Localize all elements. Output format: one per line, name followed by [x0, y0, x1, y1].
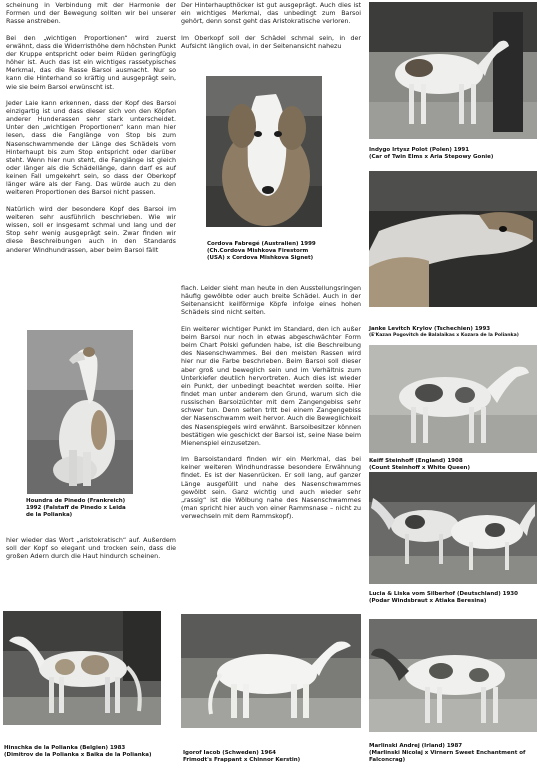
paragraph: Im Oberkopf soll der Schädel schmal sein, in der Aufsicht länglich oval, in der Seitenansicht nahezu — [181, 34, 361, 50]
janke-photo — [369, 171, 537, 307]
paragraph: Jeder Laie kann erkennen, dass der Kopf des Barsoi einzigartig ist und dass dieser sich von den Köpfen anderer Hunderassen sehr stark unterscheidet. Unter den „wichtigen Proportionen“ kann man hier lesen, dass die Fanglänge von Stop bis zum Nasenschwammende der Länge des Schädels vom Hinterhaupt bis zum Stop entspricht oder darüber steht. Wenn hier nun steht, die Fanglänge ist gleich oder länger als die Schädellänge, dann darf es auf keinen Fall umgekehrt sein, so dass der Oberkopf länger wäre als der Fang. Das würde auch zu den weiteren Proportionen des Barsoi nicht passen. — [6, 99, 176, 197]
caption-line: Falconcrag) — [369, 756, 406, 763]
paragraph: flach. Leider sieht man heute in den Ausstellungsringen häufig gewölbte oder auch breite Schädel. Auch in der Seitenansicht keilförmige Köpfe infolge eines hohen Schädels sind nicht selten. — [181, 285, 361, 317]
janke-caption — [369, 326, 537, 340]
indygo-photo — [369, 2, 537, 139]
keiff-caption — [369, 458, 537, 472]
cordova-photo — [206, 76, 322, 227]
caption-line: (Podar Windsbraut x Atiaka Beresina) — [369, 597, 487, 604]
keiff-photo — [369, 345, 537, 453]
caption-line: Houndra de Pinedo (Frankreich) — [26, 498, 126, 504]
caption-line: Cordova Fabregé (Australien) 1999 — [207, 241, 316, 247]
column-2-middle-text — [181, 285, 361, 521]
caption-line: Igorof Iacob (Schweden) 1964 — [183, 750, 276, 756]
hinschka-photo — [3, 611, 161, 725]
caption-line: (Ch.Cordova Mishkova Firestorm — [207, 247, 309, 254]
caption-line: de la Polianka) — [26, 511, 73, 518]
caption-line: (Count Steinhoff x White Queen) — [369, 464, 470, 471]
igorof-caption — [183, 750, 353, 764]
caption-line: Lucia & Liska vom Silberhof (Deutschland) 1930 — [369, 591, 518, 597]
paragraph: hier wieder das Wort „aristokratisch“ auf. Außerdem soll der Kopf so elegant und trocken sein, dass die großen Adern durch die Haut hindurch scheinen. — [6, 537, 176, 561]
caption-line: 1992 (Falstaff de Pinedo x Leida — [26, 504, 126, 511]
paragraph: Bei den „wichtigen Proportionen“ wird zuerst erwähnt, dass die Widerristhöhe dem höchsten Punkt der Kruppe entspricht oder beim Rüden geringfügig höher ist. Auch das ist ein wichtiges rassetypisches Merkmal, das die Rasse Barsoi ausmacht. Nur so kann die Hinterhand so kräftig und ausgeprägt sein, wie sie beim Barsoi erwünscht ist. — [6, 34, 176, 91]
caption-line: Frimodt's Frappant x Chinnor Kerstin) — [183, 756, 301, 763]
paragraph: Natürlich wird der besondere Kopf des Barsoi im weiteren sehr ausführlich beschrieben. Wie wir wissen, soll er insgesamt schmal und lang und der Stop sehr wenig ausgeprägt sein. Zwar finden wir diese Beschreibungen auch in den Standards anderer Windhundrassen, aber beim Barsoi fällt — [6, 205, 176, 254]
caption-line: Keiff Steinhoff (England) 1908 — [369, 458, 463, 464]
column-1-top-text — [6, 2, 176, 255]
caption-line: (USA) x Cordova Mishkova Signet) — [207, 254, 314, 261]
houndra-photo — [27, 330, 133, 494]
caption-line: (Marlinski Nicolaj x Virnern Sweet Enchantment of — [369, 749, 526, 756]
hinschka-caption — [4, 745, 174, 759]
caption-line: Janke Levitch Krylov (Tschechien) 1993 — [369, 326, 491, 332]
caption-line: (E'Kazan Pogovitch de Balalaikas x Kozara de la Polianka) — [369, 332, 519, 338]
marlinski-caption — [369, 743, 537, 764]
paragraph: Ein weiterer wichtiger Punkt im Standard, den ich außer beim Barsoi nur noch in etwas abgeschwächter Form beim Chart Polski gefunden habe, ist die Beschreibung des Nasenschwammes. Bei den meisten Rassen wird hier nur die Farbe beschrieben. Beim Barsoi soll dieser aber groß und beweglich sein und im Verhältnis zum Unterkiefer deutlich hervortreten. Auch dies ist wieder ein Punkt, der unbedingt beachtet werden sollte. Hier findet man unter anderem den Grund, warum sich die russischen Barsoizüchter mit dem Zangengebiss sehr schwer tun. Denn selten tritt bei einem Zangengebiss der Nasenschwamm weit hervor. Auch die Beweglichkeit des Nasenspiegels wird erwähnt. Barsoibesitzer können bestätigen wie geschickt der Barsoi ist, seine Nase beim Mienenspiel einzusetzen. — [181, 325, 361, 447]
caption-line: Marlinski Andrej (Irland) 1987 — [369, 743, 463, 749]
igorof-photo — [181, 614, 361, 728]
paragraph: Im Barsoistandard finden wir ein Merkmal, das bei keiner weiteren Windhundrasse besondere Erwähnung findet. Es ist der Nasenrücken. Er soll lang, auf ganzer Länge ausgefüllt und nahe des Nasenschwammes gewölbt sein. Ganz wichtig und auch wieder sehr „rassig“ ist die Wölbung nahe des Nasenschwammes (man spricht hier auch von einer Rammsnase – nicht zu verwechseln mit dem Rammskopf). — [181, 456, 361, 521]
lucia-photo — [369, 472, 537, 584]
caption-line: Indygo Irtysz Polot (Polen) 1991 — [369, 147, 470, 153]
paragraph: Der Hinterhaupthöcker ist gut ausgeprägt. Auch dies ist ein wichtiges Merkmal, das unbedingt zum Barsoi gehört, denn sonst geht das Aristokratische verloren. — [181, 2, 361, 26]
marlinski-photo — [369, 619, 537, 732]
caption-line: Hinschka de la Polianka (Belgien) 1983 — [4, 745, 126, 751]
cordova-caption — [207, 241, 347, 262]
column-2-top-text — [181, 2, 361, 51]
lucia-caption — [369, 591, 537, 605]
indygo-caption — [369, 147, 537, 161]
caption-line: (Dimitrov de la Polianka x Baika de la Polianka) — [4, 751, 152, 758]
caption-line: (Car of Twin Elms x Aria Stepowy Gonie) — [369, 153, 494, 160]
column-1-bottom-text — [6, 537, 176, 561]
houndra-caption — [26, 498, 146, 519]
paragraph: scheinung in Verbindung mit der Harmonie der Formen und der Bewegung sollten wir bei unserer Rasse anstreben. — [6, 2, 176, 26]
